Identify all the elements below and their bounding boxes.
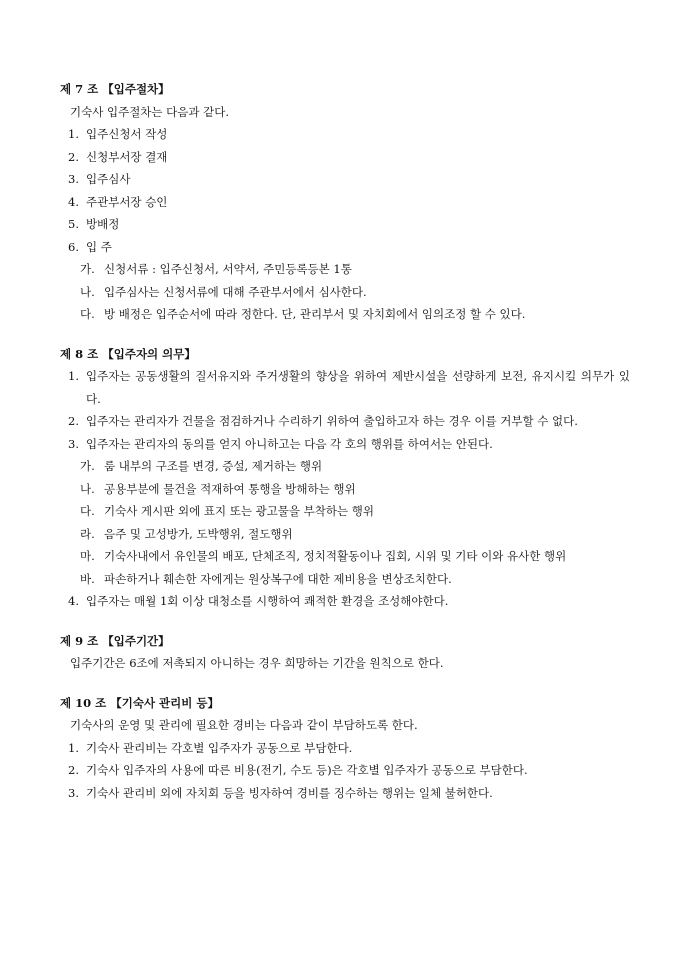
- sub-item: [60, 455, 630, 478]
- sub-item: [60, 258, 630, 281]
- item-number: 1.: [68, 127, 79, 141]
- item-text: 입 주: [86, 239, 112, 254]
- item-text: 주관부서장 승인: [86, 194, 168, 209]
- sub-item: [60, 568, 630, 591]
- sub-item-text: 음주 및 고성방가, 도박행위, 절도행위: [104, 526, 293, 541]
- sub-item: [60, 281, 630, 304]
- sub-item-text: 룸 내부의 구조를 변경, 증설, 제거하는 행위: [104, 459, 323, 473]
- sub-item-text: 방 배정은 입주순서에 따라 정한다. 단, 관리부서 및 자치회에서 임의조정 할 수 있다.: [104, 307, 526, 321]
- item-number: 2.: [68, 763, 79, 777]
- article-body: 입주기간은 6조에 저촉되지 아니하는 경우 희망하는 기간을 원칙으로 한다.: [70, 656, 444, 670]
- article-7: [60, 78, 630, 326]
- item-number: 1.: [68, 369, 79, 383]
- sub-item-number: 라.: [80, 526, 95, 541]
- item-number: 2.: [68, 414, 79, 428]
- sub-item: [60, 545, 630, 568]
- list-item: [60, 433, 630, 456]
- item-text: 입주자는 관리자의 동의를 얻지 아니하고는 다음 각 호의 행위를 하여서는 안된다.: [86, 436, 493, 451]
- item-text: 신청부서장 결재: [86, 149, 168, 164]
- list-item: [60, 737, 630, 760]
- item-text: 입주심사: [86, 172, 131, 186]
- list-item: [60, 782, 630, 805]
- list-item: [60, 365, 630, 410]
- item-text: 입주자는 공동생활의 질서유지와 주거생활의 향상을 위하여 제반시설을 선량하게 보전, 유지시킬 의무가 있다.: [86, 369, 630, 406]
- article-heading: 제 9 조 【입주기간】: [60, 633, 170, 648]
- article-heading: 제 7 조 【입주절차】: [60, 82, 170, 96]
- article-heading: 제 10 조 【기숙사 관리비 등】: [60, 695, 220, 710]
- article-9: [60, 630, 630, 675]
- sub-item-text: 입주심사는 신청서류에 대해 주관부서에서 심사한다.: [104, 284, 367, 299]
- article-8: [60, 343, 630, 613]
- sub-item-text: 기숙사내에서 유인물의 배포, 단체조직, 정치적활동이나 집회, 시위 및 기타 이와 유사한 행위: [104, 549, 567, 563]
- item-text: 입주자는 매월 1회 이상 대청소를 시행하여 쾌적한 환경을 조성해야한다.: [86, 594, 449, 608]
- sub-item: [60, 523, 630, 546]
- sub-item-number: 가.: [80, 262, 95, 276]
- item-number: 3.: [68, 172, 79, 186]
- list-item: [60, 759, 630, 782]
- item-number: 4.: [68, 194, 79, 209]
- item-number: 2.: [68, 149, 79, 164]
- item-number: 1.: [68, 740, 79, 755]
- list-item: [60, 191, 630, 214]
- item-text: 입주자는 관리자가 건물을 점검하거나 수리하기 위하여 출입하고자 하는 경우 이를 거부할 수 없다.: [86, 414, 578, 428]
- sub-item-text: 파손하거나 훼손한 자에게는 원상복구에 대한 제비용을 변상조치한다.: [104, 571, 452, 586]
- list-item: [60, 410, 630, 433]
- article-heading: 제 8 조 【입주자의 의무】: [60, 346, 196, 361]
- sub-item-number: 바.: [80, 571, 95, 586]
- item-text: 방배정: [86, 217, 120, 231]
- list-item: [60, 146, 630, 169]
- item-number: 3.: [68, 785, 79, 800]
- sub-item-number: 다.: [80, 307, 95, 321]
- sub-item: [60, 500, 630, 523]
- sub-item-text: 기숙사 게시판 외에 표지 또는 광고물을 부착하는 행위: [104, 504, 374, 518]
- sub-item: [60, 303, 630, 326]
- list-item: [60, 213, 630, 236]
- item-number: 3.: [68, 436, 79, 451]
- item-number: 4.: [68, 594, 79, 608]
- item-number: 6.: [68, 239, 79, 254]
- article-10: [60, 692, 630, 805]
- article-intro: 기숙사의 운영 및 관리에 필요한 경비는 다음과 같이 부담하도록 한다.: [70, 718, 418, 732]
- list-item: [60, 590, 630, 613]
- sub-item-number: 나.: [80, 481, 95, 496]
- item-text: 기숙사 입주자의 사용에 따른 비용(전기, 수도 등)은 각호별 입주자가 공동으로 부담한다.: [86, 763, 528, 777]
- sub-item-number: 나.: [80, 284, 95, 299]
- sub-item: [60, 478, 630, 501]
- list-item: [60, 168, 630, 191]
- item-text: 입주신청서 작성: [86, 127, 168, 141]
- item-text: 기숙사 관리비는 각호별 입주자가 공동으로 부담한다.: [86, 740, 353, 755]
- article-intro: 기숙사 입주절차는 다음과 같다.: [70, 104, 230, 119]
- sub-item-number: 다.: [80, 504, 95, 518]
- sub-item-number: 가.: [80, 459, 95, 473]
- list-item: [60, 123, 630, 146]
- item-number: 5.: [68, 217, 79, 231]
- item-text: 기숙사 관리비 외에 자치회 등을 빙자하여 경비를 징수하는 행위는 일체 불허한다.: [86, 785, 493, 800]
- sub-item-text: 신청서류 : 입주신청서, 서약서, 주민등록등본 1통: [104, 262, 352, 276]
- list-item: [60, 236, 630, 259]
- sub-item-text: 공용부분에 물건을 적재하여 통행을 방해하는 행위: [104, 481, 356, 496]
- sub-item-number: 마.: [80, 549, 95, 563]
